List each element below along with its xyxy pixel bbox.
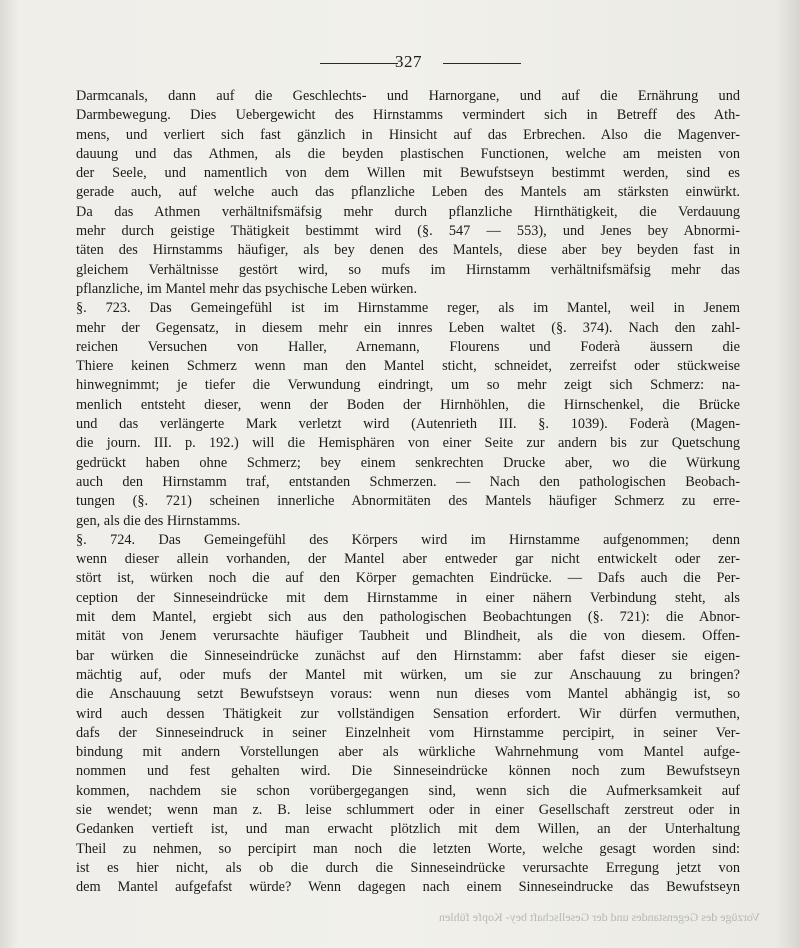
text-line: mehr durch geistige Thätigkeit bestimmt wird (§. 547 — 553), und Jenes bey Abnormi- (76, 223, 740, 240)
text-line: gerade auch, auf welche auch das pflanzliche Leben des Mantels am stärksten einwürkt. (76, 184, 740, 201)
text-line: mächtig auf, oder mufs der Mantel mit würken, um sie zur Anschauung zu bringen? (76, 666, 740, 683)
show-through-text: Vorzüge des Gegenstandes und der Gesellschaft bey- Kopfe fühlen (438, 910, 760, 924)
text-line: mit dem Mantel, ergiebt sich aus den pathologischen Beobachtungen (§. 721): die Abnor- (76, 609, 740, 626)
text-line: mens, und verliert sich fast gänzlich in Hinsicht auf das Erbrechen. Also die Magenver- (76, 126, 740, 143)
text-line: dem Mantel aufgefafst würde? Wenn dagegen nach einem Sinneseindrucke das Bewufstseyn (76, 879, 740, 896)
text-line: auch den Hirnstamm traf, entstanden Schmerzen. — Nach den pathologischen Beobach- (76, 473, 740, 490)
header-rule-right (443, 63, 521, 64)
text-line: kommen, nachdem sie schon vorübergegangen sind, wenn sich die Aufmerksamkeit auf (76, 782, 740, 799)
text-line: wenn dieser allein vorhanden, der Mantel aber entweder gar nicht entwickelt oder zer- (76, 551, 740, 568)
text-line: Theil zu nehmen, so percipirt man noch die letzten Worte, welche gesagt worden sind: (76, 840, 740, 857)
text-line: bindung mit andern Vorstellungen aber als würkliche Wahrnehmung vom Mantel aufge- (76, 744, 740, 761)
text-line: dafs der Sinneseindruck in seiner Einzelnheit vom Hirnstamme percipirt, in seiner Ver- (76, 724, 740, 741)
body-text (76, 87, 740, 897)
text-line: und das verlängerte Mark verletzt wird (Autenrieth III. §. 1039). Foderà (Magen- (76, 416, 740, 433)
text-line: Thiere keinen Schmerz wenn man den Mantel sticht, schneidet, zerreifst oder stückweise (76, 358, 740, 375)
text-line: Gedanken vertieft ist, und man erwacht plötzlich mit dem Willen, an der Unterhaltung (76, 821, 740, 838)
text-line: §. 723. Das Gemeingefühl ist im Hirnstamme reger, als im Mantel, weil in Jenem (76, 300, 740, 317)
text-line: gen, als die des Hirnstamms. (76, 512, 241, 529)
text-line: reichen Versuchen von Haller, Arnemann, Flourens und Foderà äussern die (76, 338, 740, 355)
text-line: sie wendet; wenn man z. B. leise schlummert oder in einer Gesellschaft zerstreut oder in (76, 801, 740, 818)
text-line: tungen (§. 721) scheinen innerliche Abnormitäten des Mantels häufiger Schmerz zu erre- (76, 493, 740, 510)
header-rule-left (320, 63, 398, 64)
text-line: §. 724. Das Gemeingefühl des Körpers wird im Hirnstamme aufgenommen; denn (76, 531, 740, 548)
text-line: hinwegnimmt; je tiefer die Verwundung eindringt, um so mehr zeigt sich Schmerz: na- (76, 377, 740, 394)
text-line: menlich entsteht dieser, wenn der Boden der Hirnhöhlen, die Hirnschenkel, die Brücke (76, 396, 740, 413)
text-line: der Seele, und namentlich von dem Willen mit Bewufstseyn bestimmt werden, sind es (76, 165, 740, 182)
page-number: 327 (395, 52, 422, 71)
text-line: mität von Jenem verursachte häufiger Taubheit und Blindheit, als die von diesem. Offen- (76, 628, 740, 645)
text-line: die journ. III. p. 192.) will die Hemisphären von einer Seite zur andern bis zur Quetschung (76, 435, 740, 452)
text-line: bar würken die Sinneseindrücke zunächst auf den Hirnstamm: aber fafst dieser sie eigen- (76, 647, 740, 664)
text-line: ist es hier nicht, als ob die durch die Sinneseindrücke verursachte Erregung jetzt von (76, 859, 740, 876)
text-line: Darmcanals, dann auf die Geschlechts- und Harnorgane, und auf die Ernährung und (76, 88, 740, 104)
text-line: Da das Athmen verhältnifsmäfsig mehr durch pflanzliche Hirnthätigkeit, die Verdauung (76, 203, 740, 220)
text-line: dauung und das Athmen, als die beyden plastischen Functionen, welche am meisten von (76, 145, 740, 162)
page-header (0, 52, 800, 74)
text-line: täten des Hirnstamms häufiger, als bey denen des Mantels, diese aber bey beyden fast in (76, 242, 740, 259)
text-line: die Anschauung setzt Bewufstseyn voraus: wenn nun dieses vom Mantel abhängig ist, so (76, 686, 740, 703)
text-line: ception der Sinneseindrücke mit dem Hirnstamme in einer nähern Verbindung steht, als (76, 589, 740, 606)
text-line: nommen und fest gehalten wird. Die Sinneseindrücke können noch zum Bewufstseyn (76, 763, 740, 780)
text-line: stört ist, würken noch die auf den Körper gemachten Eindrücke. — Dafs auch die Per- (76, 570, 740, 587)
text-line: wird auch dessen Thätigkeit zur vollständigen Sensation erfordert. Wir dürfen vermuthen, (76, 705, 740, 722)
text-line: mehr der Gegensatz, in diesem mehr ein innres Leben waltet (§. 374). Nach den zahl- (76, 319, 740, 336)
text-line: Darmbewegung. Dies Uebergewicht des Hirnstamms vermindert sich in Betreff des Ath- (76, 107, 740, 124)
text-line: pflanzliche, im Mantel mehr das psychische Leben würken. (76, 280, 418, 297)
text-line: gleichem Verhältnisse gestört wird, so mufs im Hirnstamm verhältnifsmäfsig mehr das (76, 261, 740, 278)
text-line: gedrückt haben ohne Schmerz; bey einem senkrechten Drucke aber, wo die Würkung (76, 454, 740, 471)
